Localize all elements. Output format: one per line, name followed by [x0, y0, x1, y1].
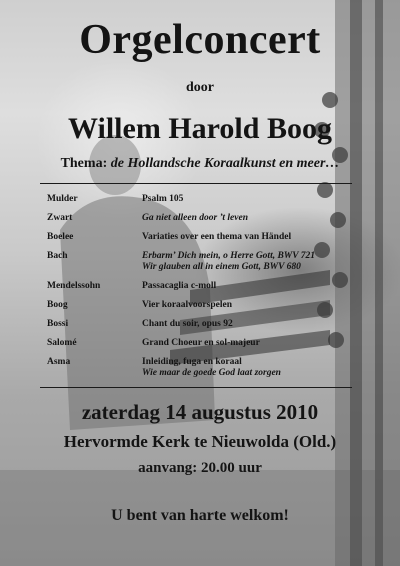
program-list: [47, 194, 367, 387]
work-list: [142, 300, 367, 311]
composer-name: Mendelssohn: [47, 281, 101, 291]
composer-name: Zwart: [47, 213, 73, 223]
work-list: [142, 357, 367, 379]
theme-line: [0, 156, 400, 172]
work-title: Ga niet alleen door ’t leven: [142, 213, 248, 223]
work-title: Passacaglia c-moll: [142, 281, 217, 291]
work-list: [142, 281, 367, 292]
program-item: [47, 251, 367, 273]
divider-bottom: [40, 387, 352, 388]
composer-name: Bossi: [47, 319, 69, 329]
work-title: Chant du soir, opus 92: [142, 319, 233, 329]
program-item: [47, 357, 367, 379]
by-label: door: [186, 80, 214, 95]
program-item: [47, 232, 367, 243]
poster-title: Orgelconcert: [79, 17, 321, 63]
start-time: aanvang: 20.00 uur: [138, 460, 262, 476]
work-title: Variaties over een thema van Händel: [142, 232, 292, 242]
program-item: [47, 338, 367, 349]
work-title: Vier koraalvoorspelen: [142, 300, 232, 310]
composer-name: Boog: [47, 300, 68, 310]
theme-label: Thema:: [60, 156, 108, 171]
work-title: Grand Choeur en sol-majeur: [142, 338, 260, 348]
theme-text: de Hollandsche Koraalkunst en meer…: [110, 156, 340, 171]
composer-name: Boelee: [47, 232, 74, 242]
program-item: [47, 281, 367, 292]
work-list: [142, 319, 367, 330]
work-list: [142, 338, 367, 349]
work-title: Erbarm’ Dich mein, o Herre Gott, BWV 721: [142, 251, 316, 261]
composer-name: Asma: [47, 357, 71, 367]
work-list: [142, 232, 367, 243]
program-item: [47, 300, 367, 311]
composer-name: Mulder: [47, 194, 78, 204]
concert-venue: Hervormde Kerk te Nieuwolda (Old.): [63, 432, 337, 451]
work-title: Wir glauben all in einem Gott, BWV 680: [142, 262, 301, 272]
program-item: [47, 213, 367, 224]
work-list: [142, 194, 367, 205]
concert-date: zaterdag 14 augustus 2010: [81, 400, 319, 424]
artist-name: Willem Harold Boog: [68, 112, 332, 145]
work-list: [142, 251, 367, 273]
composer-name: Salomé: [47, 338, 77, 348]
work-list: [142, 213, 367, 224]
work-title: Inleiding, fuga en koraal: [142, 357, 242, 367]
work-title: Psalm 105: [142, 194, 184, 204]
welcome-message: U bent van harte welkom!: [111, 507, 289, 524]
composer-name: Bach: [47, 251, 68, 261]
divider-top: [40, 183, 352, 184]
work-title: Wie maar de goede God laat zorgen: [142, 368, 281, 378]
program-item: [47, 319, 367, 330]
program-item: [47, 194, 367, 205]
